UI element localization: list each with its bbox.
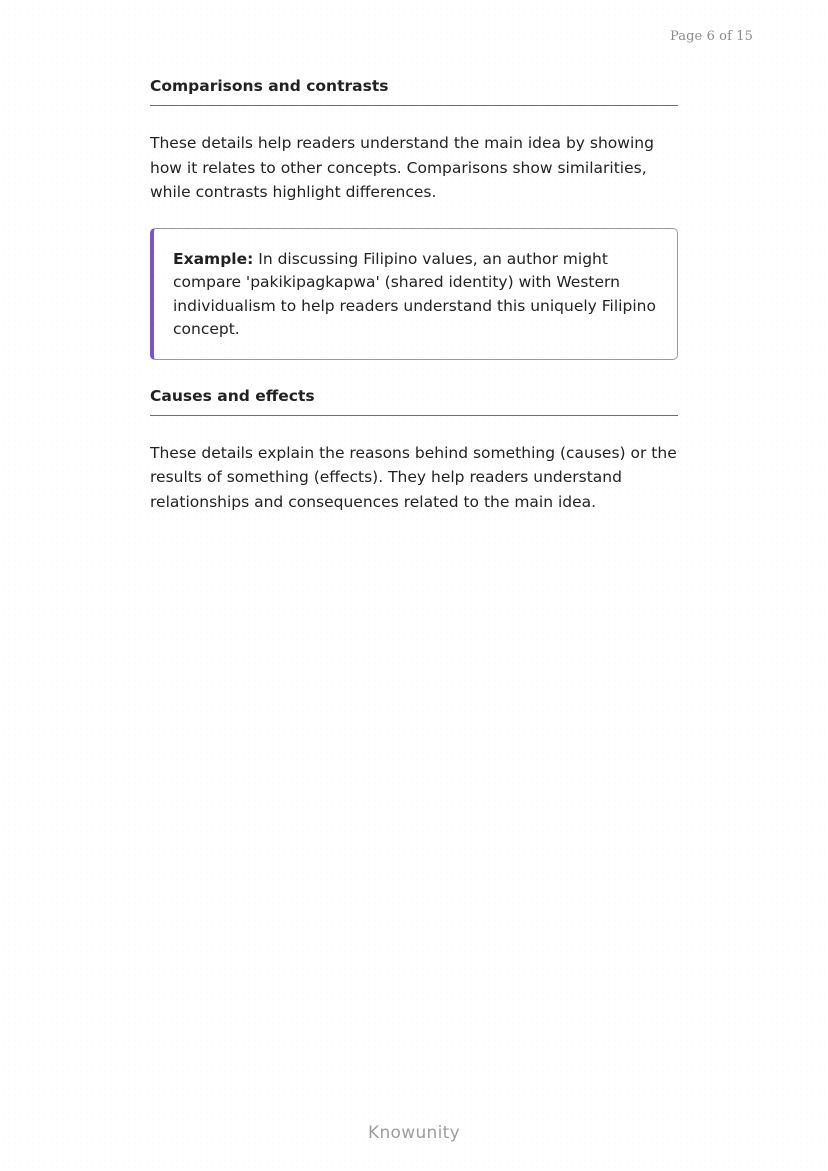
example-text: In discussing Filipino values, an author might compare 'pakikipagkapwa' (shared identity) with Western individualism to help readers understand this uniquely Filipino concept. bbox=[173, 249, 656, 338]
section-heading-comparisons: Comparisons and contrasts bbox=[150, 76, 678, 106]
section-paragraph-causes: These details explain the reasons behind something (causes) or the results of something (effects). They help readers understand relationships and consequences related to the main idea. bbox=[150, 443, 677, 511]
page-number: Page 6 of 15 bbox=[670, 29, 753, 44]
footer-brand-logo: Knowunity bbox=[368, 1123, 460, 1143]
section-paragraph-comparisons: These details help readers understand the main idea by showing how it relates to other concepts. Comparisons show similarities, while contrasts highlight differences. bbox=[150, 134, 654, 201]
example-callout bbox=[150, 228, 678, 360]
document-content bbox=[150, 76, 678, 514]
example-label: Example: bbox=[173, 249, 254, 268]
section-heading-causes: Causes and effects bbox=[150, 386, 678, 416]
